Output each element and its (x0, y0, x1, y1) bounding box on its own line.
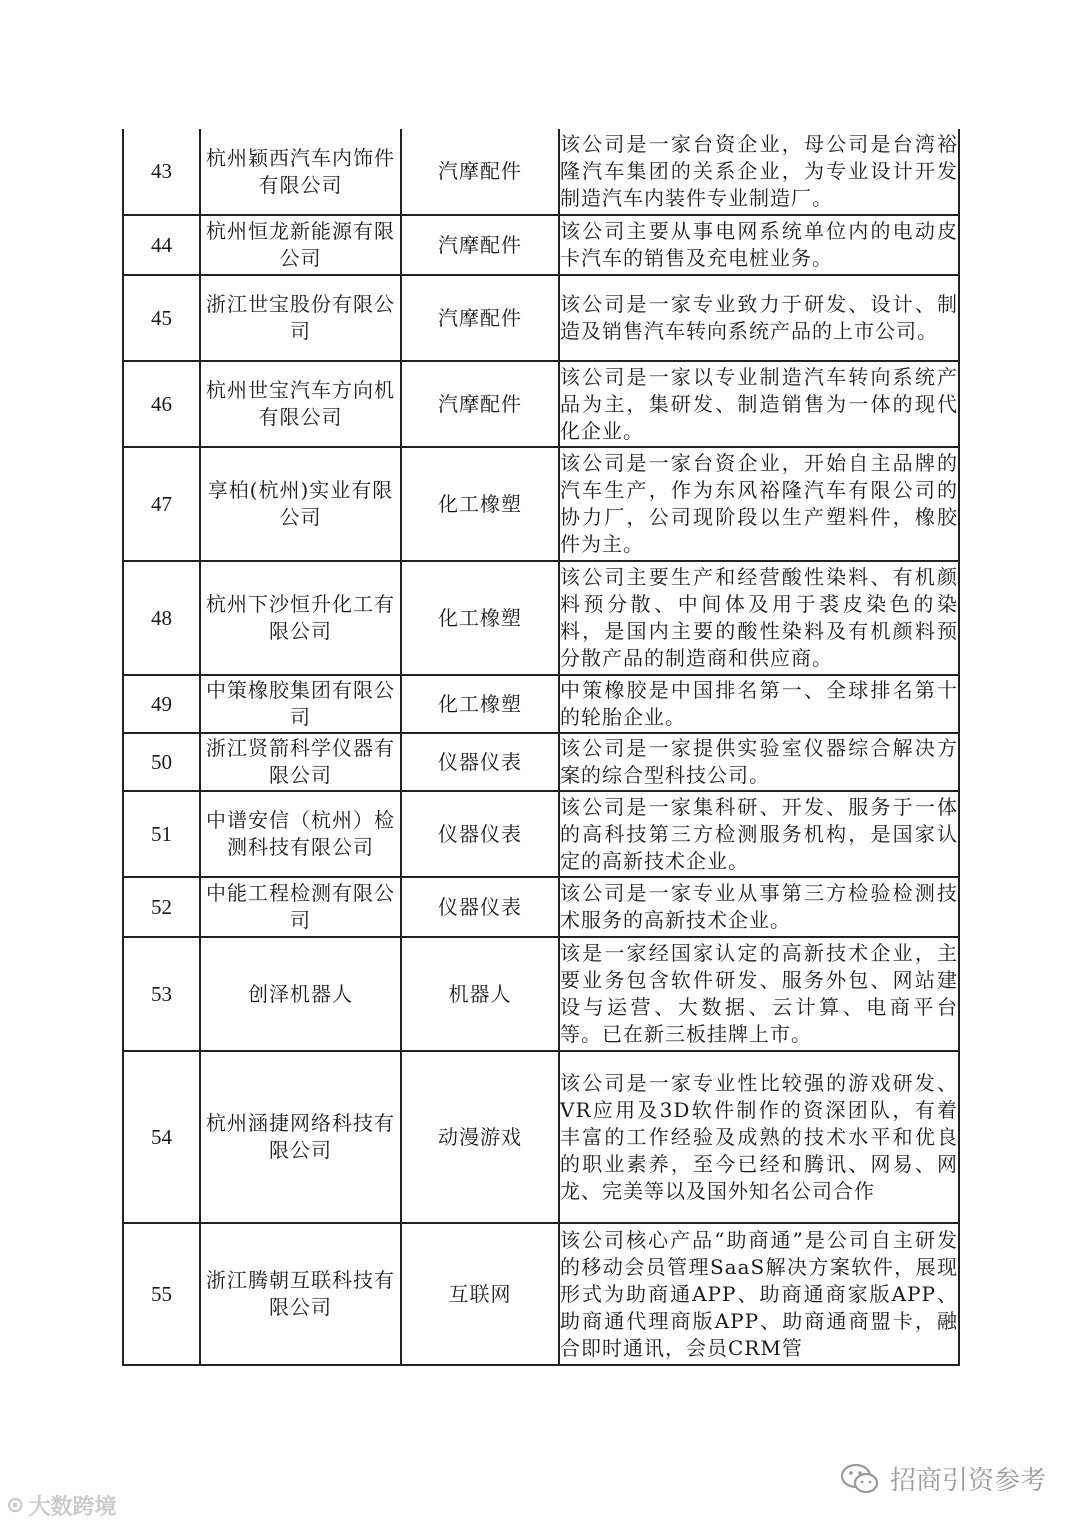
company-table (122, 129, 960, 1366)
watermark-right (840, 1460, 1046, 1497)
industry: 动漫游戏 (401, 1051, 559, 1223)
company-description: 该公司是一家提供实验室仪器综合解决方案的综合型科技公司。 (559, 733, 959, 791)
company-description: 该公司核心产品“助商通”是公司自主研发的移动会员管理SaaS解决方案软件，展现形式为助商通APP、助商通商家版APP、助商通代理商版APP、助商通商盟卡，融合即时通讯，会员CRM管 (559, 1223, 959, 1365)
industry: 汽摩配件 (401, 275, 559, 361)
table-row (123, 675, 959, 733)
row-number: 44 (123, 215, 200, 275)
company-name: 中能工程检测有限公司 (200, 877, 401, 937)
company-name: 杭州颖西汽车内饰件有限公司 (200, 129, 401, 215)
watermark-right-text: 招商引资参考 (889, 1466, 1046, 1496)
table-row (123, 447, 959, 561)
company-name: 创泽机器人 (200, 937, 401, 1051)
table-row (123, 1223, 959, 1365)
company-name: 浙江贤箭科学仪器有限公司 (200, 733, 401, 791)
company-name: 杭州下沙恒升化工有限公司 (200, 561, 401, 675)
company-name: 杭州世宝汽车方向机有限公司 (200, 361, 401, 447)
row-number: 54 (123, 1051, 200, 1223)
company-description: 该公司是一家以专业制造汽车转向系统产品为主，集研发、制造销售为一体的现代化企业。 (559, 361, 959, 447)
company-name: 杭州恒龙新能源有限公司 (200, 215, 401, 275)
watermark-left-text: 大数跨境 (28, 1495, 117, 1520)
company-description: 该是一家经国家认定的高新技术企业，主要业务包含软件研发、服务外包、网站建设与运营、大数据、云计算、电商平台等。已在新三板挂牌上市。 (559, 937, 959, 1051)
company-description: 该公司是一家集科研、开发、服务于一体的高科技第三方检测服务机构，是国家认定的高新技术企业。 (559, 791, 959, 877)
industry: 化工橡塑 (401, 561, 559, 675)
company-name: 浙江腾朝互联科技有限公司 (200, 1223, 401, 1365)
logo-mark-icon: ⊙ (6, 1493, 25, 1518)
table-row (123, 937, 959, 1051)
industry: 化工橡塑 (401, 675, 559, 733)
industry: 仪器仪表 (401, 877, 559, 937)
company-description: 该公司是一家专业致力于研发、设计、制造及销售汽车转向系统产品的上市公司。 (559, 275, 959, 361)
wechat-icon (840, 1462, 880, 1496)
company-description: 该公司是一家专业性比较强的游戏研发、VR应用及3D软件制作的资深团队，有着丰富的工作经验及成熟的技术水平和优良的职业素养，至今已经和腾讯、网易、网龙、完美等以及国外知名公司合作 (559, 1051, 959, 1223)
row-number: 49 (123, 675, 200, 733)
row-number: 45 (123, 275, 200, 361)
company-description: 中策橡胶是中国排名第一、全球排名第十的轮胎企业。 (559, 675, 959, 733)
table-row (123, 877, 959, 937)
industry: 汽摩配件 (401, 129, 559, 215)
industry: 机器人 (401, 937, 559, 1051)
table-row (123, 215, 959, 275)
row-number: 43 (123, 129, 200, 215)
table-row (123, 1051, 959, 1223)
row-number: 47 (123, 447, 200, 561)
company-name: 中策橡胶集团有限公司 (200, 675, 401, 733)
industry: 互联网 (401, 1223, 559, 1365)
industry: 化工橡塑 (401, 447, 559, 561)
table-row (123, 275, 959, 361)
company-name: 浙江世宝股份有限公司 (200, 275, 401, 361)
watermark-left (6, 1490, 116, 1521)
company-description: 该公司是一家台资企业，母公司是台湾裕隆汽车集团的关系企业，为专业设计开发制造汽车内装件专业制造厂。 (559, 129, 959, 215)
row-number: 48 (123, 561, 200, 675)
company-name: 享柏(杭州)实业有限公司 (200, 447, 401, 561)
row-number: 51 (123, 791, 200, 877)
industry: 仪器仪表 (401, 733, 559, 791)
table-row (123, 129, 959, 215)
row-number: 52 (123, 877, 200, 937)
industry: 仪器仪表 (401, 791, 559, 877)
table-row (123, 561, 959, 675)
industry: 汽摩配件 (401, 215, 559, 275)
company-description: 该公司是一家专业从事第三方检验检测技术服务的高新技术企业。 (559, 877, 959, 937)
row-number: 46 (123, 361, 200, 447)
company-name: 杭州涵捷网络科技有限公司 (200, 1051, 401, 1223)
row-number: 55 (123, 1223, 200, 1365)
row-number: 50 (123, 733, 200, 791)
industry: 汽摩配件 (401, 361, 559, 447)
company-description: 该公司主要生产和经营酸性染料、有机颜料预分散、中间体及用于裘皮染色的染料，是国内主要的酸性染料及有机颜料预分散产品的制造商和供应商。 (559, 561, 959, 675)
table-row (123, 733, 959, 791)
company-description: 该公司主要从事电网系统单位内的电动皮卡汽车的销售及充电桩业务。 (559, 215, 959, 275)
company-name: 中谱安信（杭州）检测科技有限公司 (200, 791, 401, 877)
table-row (123, 361, 959, 447)
row-number: 53 (123, 937, 200, 1051)
table-row (123, 791, 959, 877)
company-description: 该公司是一家台资企业，开始自主品牌的汽车生产，作为东风裕隆汽车有限公司的协力厂，公司现阶段以生产塑料件，橡胶件为主。 (559, 447, 959, 561)
